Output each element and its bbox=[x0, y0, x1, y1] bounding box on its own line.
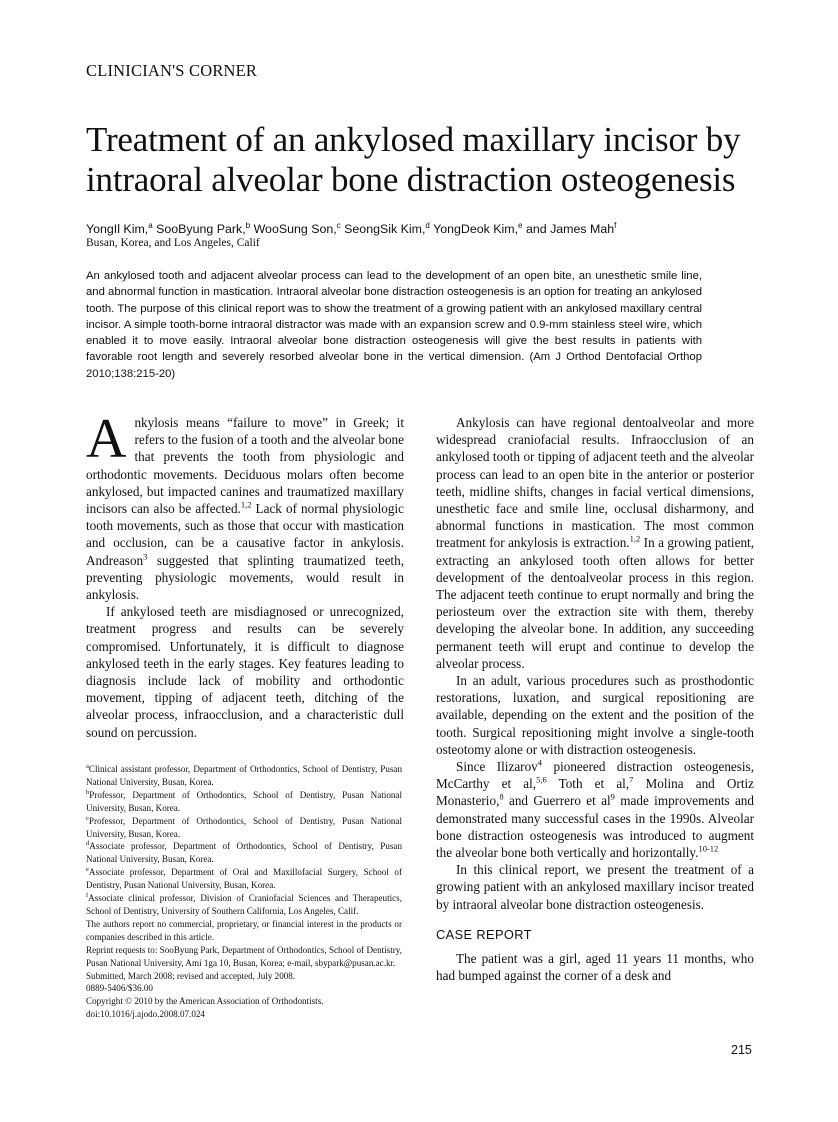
author-name: YongIl Kim, bbox=[86, 222, 149, 237]
footnote: $^c$Professor, Department of Orthodontics, School of Dentistry, Pusan National University, Busan, Korea. bbox=[86, 814, 402, 839]
author-location: Busan, Korea, and Los Angeles, Calif bbox=[86, 237, 260, 249]
author-affiliation-mark: d bbox=[425, 221, 430, 230]
author-name: YongDeok Kim, bbox=[433, 222, 519, 237]
body-paragraph: If ankylosed teeth are misdiagnosed or unrecognized, treatment progress and results can be severely compromised. Unfortunately, it is difficult to diagnose ankylosed teeth in the early stages. Key features leading to diagnosis include lack of mobility and orthodontic movement, tipping of adjacent teeth, ditching of the alveolar process, infraocclusion, and a characteristic dull sound on percussion. bbox=[86, 604, 404, 740]
citation-ref: 5,6 bbox=[536, 774, 547, 785]
body-paragraph: Ankylosis can have regional dentoalveolar and more widespread craniofacial results. Infraocclusion of an ankylosed tooth or tipping of adjacent teeth and the alveolar process can lead to an open bite in the anterior or posterior teeth, midline shifts, changes in facial vertical dimensions, unesthetic face and smile line, occlusal disharmony, and abnormal functions in mastication. The most common treatment for ankylosis is extraction.$^{1,2}$ In a growing patient, extracting an ankylosed tooth often allows for better development of the dentoalveolar process in this region. The adjacent teeth continue to erupt normally and bring the periosteum over the extraction site with them, thereby developing the alveolar bone. In addition, any succeeding permanent teeth will erupt and continue to develop the alveolar process. bbox=[436, 415, 754, 671]
body-column-right bbox=[436, 414, 754, 985]
abstract: An ankylosed tooth and adjacent alveolar process can lead to the development of an open bite, an unesthetic smile line, and abnormal function in mastication. Intraoral alveolar bone distraction osteogenesis is an option for treating an ankylosed tooth. The purpose of this clinical report was to show the treatment of a growing patient with an ankylosed maxillary central incisor. A simple tooth-borne intraoral distractor was made with an expansion screw and 0.9-mm stainless steel wire, which enabled it to move easily. Intraoral alveolar bone distraction osteogenesis will give the best results in patients with favorable root length and severely resorbed alveolar bone in the vertical dimension. (Am J Orthod Dentofacial Orthop 2010;138:215-20) bbox=[86, 270, 702, 380]
citation-ref: 10-12 bbox=[698, 843, 719, 854]
citation-ref: 3 bbox=[143, 551, 148, 562]
footnote: $^d$Associate professor, Department of Orthodontics, School of Dentistry, Pusan National University, Busan, Korea. bbox=[86, 840, 402, 865]
author-affiliation-mark: b bbox=[245, 221, 251, 230]
author-name: SeongSik Kim, bbox=[344, 222, 426, 237]
body-paragraph: Since Ilizarov$^4$ pioneered distraction osteogenesis, McCarthy et al,$^{5,6}$ Toth et al,$^7$ Molina and Ortiz Monasterio,$^8$ and Guerrero et $al^9$ made improvements and demonstrated many successful cases in the 1990s. Alveolar bone distraction osteogenesis was introduced to augment the alveolar bone both vertically and horizontally.$^{10-12}$ bbox=[436, 757, 754, 861]
author-name: WooSung Son, bbox=[253, 222, 337, 237]
footnote: $^f$Associate clinical professor, Division of Craniofacial Sciences and Therapeutics, School of Dentistry, University of Southern California, Los Angeles, Calif. bbox=[86, 892, 402, 916]
footnote-issn: 0889-5406/$36.00 bbox=[86, 983, 153, 994]
body-column-left bbox=[86, 408, 405, 741]
body-paragraph: In an adult, various procedures such as prosthodontic restorations, luxation, and surgical repositioning are available, depending on the extent and the position of the tooth. Surgical repositioning might involve a single-tooth osteotomy alone or with distraction osteogenesis. bbox=[436, 673, 754, 757]
body-paragraph: In this clinical report, we present the treatment of a growing patient with an ankylosed maxillary incisor treated by intraoral alveolar bone distraction osteogenesis. bbox=[436, 862, 754, 912]
body-paragraph: Ankylosis means “failure to move” in Greek; it refers to the fusion of a tooth and the alveolar bone that prevents the tooth from physiologic and orthodontic movements. Deciduous molars often become ankylosed, but impacted canines and traumatized maxillary incisors can also be affected.$^{1,2}$ Lack of normal physiologic tooth movements, such as those that occur with mastication and occlusion, can be a causative factor in ankylosis. Andreason$^3$ suggested that splinting traumatized teeth, preventing physiologic movements, would result in ankylosis. bbox=[86, 408, 405, 603]
section-heading: CASE REPORT bbox=[436, 926, 532, 942]
footnote: $^b$Professor, Department of Orthodontics, School of Dentistry, Pusan National University, Busan, Korea. bbox=[86, 788, 402, 813]
footnote-doi: doi:10.1016/j.ajodo.2008.07.024 bbox=[86, 1009, 205, 1020]
section-label: CLINICIAN'S CORNER bbox=[86, 61, 258, 80]
author-list bbox=[86, 221, 616, 236]
footnote: $^e$Associate professor, Department of Oral and Maxillofacial Surgery, School of Dentistry, Pusan National University, Busan, Korea. bbox=[86, 866, 402, 891]
citation-ref: 7 bbox=[629, 774, 634, 785]
article-title: Treatment of an ankylosed maxillary incisor by intraoral alveolar bone distraction osteogenesis bbox=[86, 120, 741, 199]
citation-ref: 1,2 bbox=[240, 499, 252, 510]
author-affiliation-mark: a bbox=[148, 221, 153, 230]
footnote-reprint: Reprint requests to: SooByung Park, Department of Orthodontics, School of Dentistry, Pusan National University, Ami 1ga 10, Busan, Korea; e-mail, sbypark@pusan.ac.kr. bbox=[86, 944, 402, 968]
citation-ref: 8 bbox=[499, 792, 504, 803]
author-name: SooByung Park, bbox=[156, 222, 246, 237]
citation-ref: 1,2 bbox=[629, 534, 641, 545]
citation-ref: 4 bbox=[537, 757, 543, 768]
footnote: $^a$Clinical assistant professor, Department of Orthodontics, School of Dentistry, Pusan National University, Busan, Korea. bbox=[86, 762, 402, 787]
body-paragraph: The patient was a girl, aged 11 years 11 months, who had bumped against the corner of a desk and bbox=[436, 951, 754, 984]
footnote-dates: Submitted, March 2008; revised and accepted, July 2008. bbox=[86, 970, 296, 981]
author-affiliation-mark: f bbox=[614, 221, 617, 230]
footnotes bbox=[86, 763, 402, 1021]
drop-cap: A bbox=[86, 408, 127, 470]
page-number: 215 bbox=[731, 1043, 752, 1057]
footnote-disclosure: The authors report no commercial, proprietary, or financial interest in the products or companies described in this article. bbox=[86, 918, 402, 942]
author-affiliation-mark: c bbox=[336, 221, 341, 230]
author-affiliation-mark: e bbox=[518, 221, 523, 230]
footnote-copyright: Copyright © 2010 by the American Association of Orthodontists. bbox=[86, 996, 324, 1007]
author-name: and James Mah bbox=[525, 222, 615, 237]
citation-ref: 9 bbox=[610, 792, 615, 803]
